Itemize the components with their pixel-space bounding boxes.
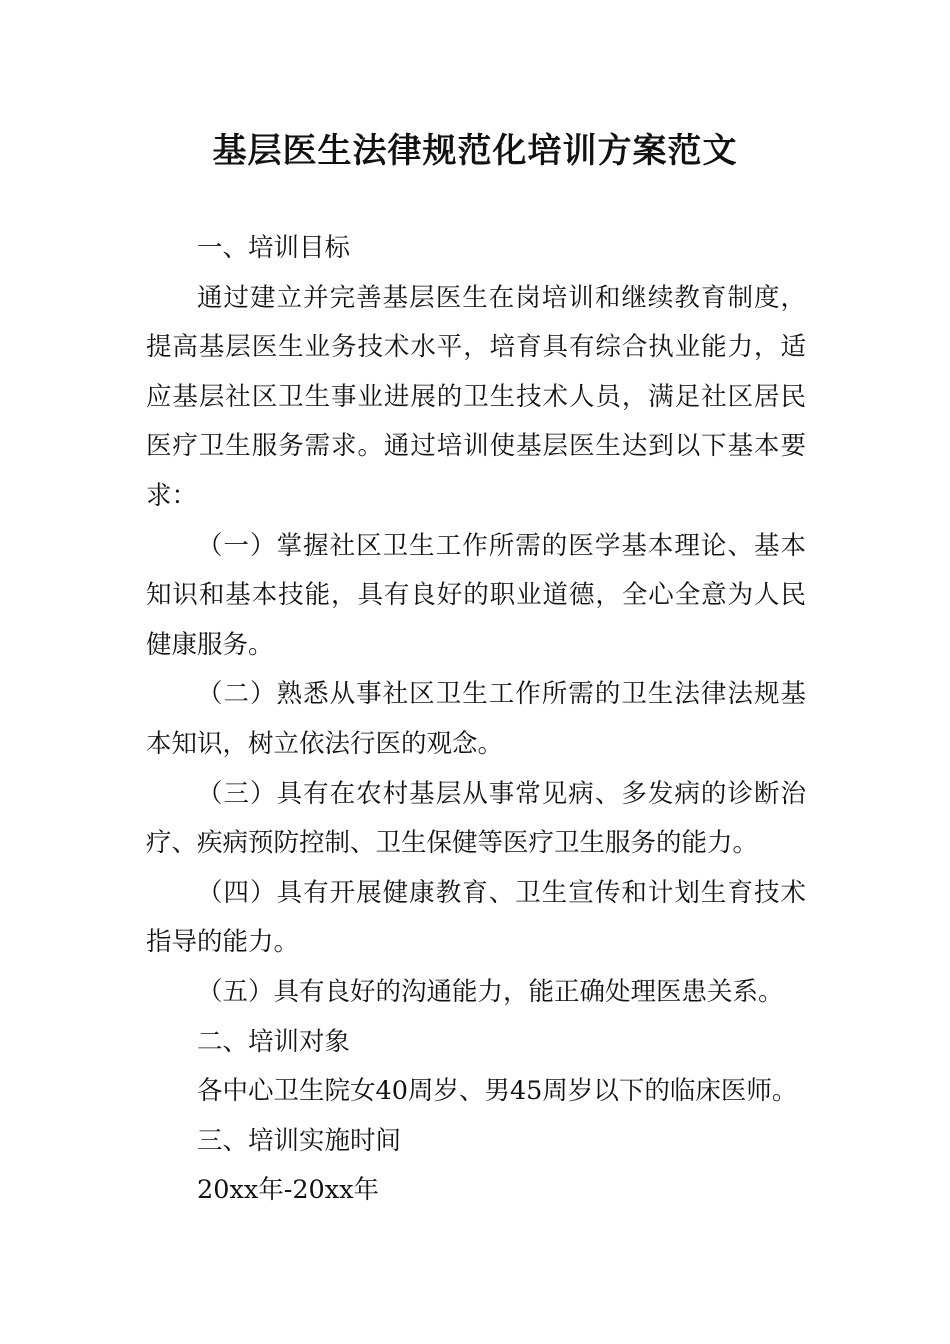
document-body (146, 224, 806, 1216)
paragraph-training-targets: 各中心卫生院女40周岁、男45周岁以下的临床医师。 (197, 1076, 798, 1107)
requirement-item-3: （三）具有在农村基层从事常见病、多发病的诊断治疗、疾病预防控制、卫生保健等医疗卫生服务的能力。 (146, 778, 806, 859)
section-heading-training-targets: 二、培训对象 (197, 1026, 351, 1057)
requirement-item-1: （一）掌握社区卫生工作所需的医学基本理论、基本知识和基本技能，具有良好的职业道德，全心全意为人民健康服务。 (146, 530, 806, 660)
section-heading-training-time: 三、培训实施时间 (197, 1125, 402, 1156)
section-heading-training-goals: 一、培训目标 (197, 233, 351, 263)
paragraph-goals-intro: 通过建立并完善基层医生在岗培训和继续教育制度，提高基层医生业务技术水平，培育具有综合执业能力，适应基层社区卫生事业进展的卫生技术人员，满足社区居民医疗卫生服务需求。通过培训使基层医生达到以下基本要求： (146, 282, 806, 511)
requirement-item-4: （四）具有开展健康教育、卫生宣传和计划生育技术指导的能力。 (146, 877, 806, 958)
paragraph-training-time: 20xx年-20xx年 (197, 1175, 380, 1206)
requirement-item-2: （二）熟悉从事社区卫生工作所需的卫生法律法规基本知识，树立依法行医的观念。 (146, 679, 806, 759)
document-title: 基层医生法律规范化培训方案范文 (212, 131, 738, 171)
requirement-item-5: （五）具有良好的沟通能力，能正确处理医患关系。 (197, 976, 784, 1007)
